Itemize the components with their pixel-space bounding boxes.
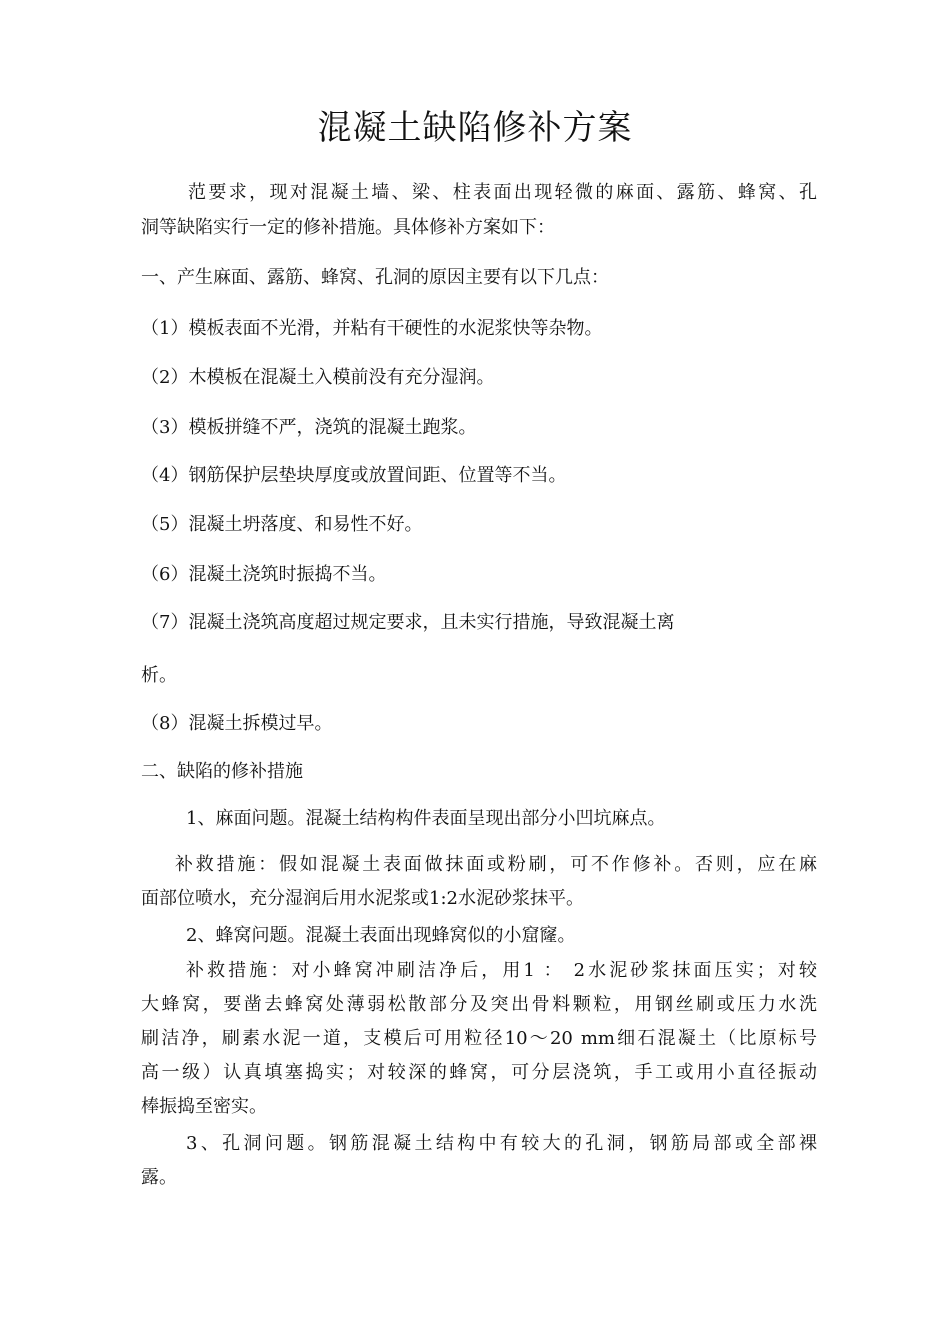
measure-2-remedy-line-3: 刷洁净，刷素水泥一道，支模后可用粒径10〜20 mm细石混凝土（比原标号 bbox=[141, 1028, 817, 1049]
cause-item-7: （7）混凝土浇筑高度超过规定要求，且未实行措施，导致混凝土离 bbox=[141, 612, 675, 633]
cause-item-2: （2）木模板在混凝土入模前没有充分湿润。 bbox=[141, 367, 495, 388]
measure-2-remedy-line-5: 棒振捣至密实。 bbox=[141, 1096, 267, 1117]
measure-2-remedy-line-1: 补救措施：对小蜂窝冲刷洁净后，用1 ： 2水泥砂浆抹面压实；对较 bbox=[186, 960, 817, 981]
cause-item-5: （5）混凝土坍落度、和易性不好。 bbox=[141, 514, 423, 535]
measure-1-remedy-line-1: 补救措施：假如混凝土表面做抹面或粉刷，可不作修补。否则，应在麻 bbox=[175, 854, 817, 875]
cause-item-4: （4）钢筋保护层垫块厚度或放置间距、位置等不当。 bbox=[141, 465, 567, 486]
measure-2-remedy-line-4: 高一级）认真填塞捣实；对较深的蜂窝，可分层浇筑，手工或用小直径振动 bbox=[141, 1062, 817, 1083]
cause-item-6: （6）混凝土浇筑时振捣不当。 bbox=[141, 564, 387, 585]
measure-3-heading-line-1: 3、孔洞问题。钢筋混凝土结构中有较大的孔洞，钢筋局部或全部裸 bbox=[186, 1133, 817, 1154]
section-heading-causes: 一、产生麻面、露筋、蜂窝、孔洞的原因主要有以下几点： bbox=[141, 267, 609, 288]
measure-3-heading-line-2: 露。 bbox=[141, 1167, 177, 1188]
intro-line-1: 范要求，现对混凝土墙、梁、柱表面出现轻微的麻面、露筋、蜂窝、孔 bbox=[188, 182, 817, 203]
document-title: 混凝土缺陷修补方案 bbox=[317, 108, 633, 148]
measure-2-heading: 2、蜂窝问题。混凝土表面出现蜂窝似的小窟窿。 bbox=[186, 925, 576, 946]
cause-item-7-continued: 析。 bbox=[141, 665, 177, 686]
intro-line-2: 洞等缺陷实行一定的修补措施。具体修补方案如下： bbox=[141, 217, 555, 238]
cause-item-8: （8）混凝土拆模过早。 bbox=[141, 713, 333, 734]
measure-2-remedy-line-2: 大蜂窝，要凿去蜂窝处薄弱松散部分及突出骨料颗粒，用钢丝刷或压力水洗 bbox=[141, 994, 817, 1015]
section-heading-measures: 二、缺陷的修补措施 bbox=[141, 761, 303, 782]
cause-item-3: （3）模板拼缝不严，浇筑的混凝土跑浆。 bbox=[141, 417, 477, 438]
cause-item-1: （1）模板表面不光滑，并粘有干硬性的水泥浆快等杂物。 bbox=[141, 318, 603, 339]
measure-1-heading: 1、麻面问题。混凝土结构构件表面呈现出部分小凹坑麻点。 bbox=[186, 808, 666, 829]
measure-1-remedy-line-2: 面部位喷水，充分湿润后用水泥浆或1:2水泥砂浆抹平。 bbox=[141, 888, 584, 909]
